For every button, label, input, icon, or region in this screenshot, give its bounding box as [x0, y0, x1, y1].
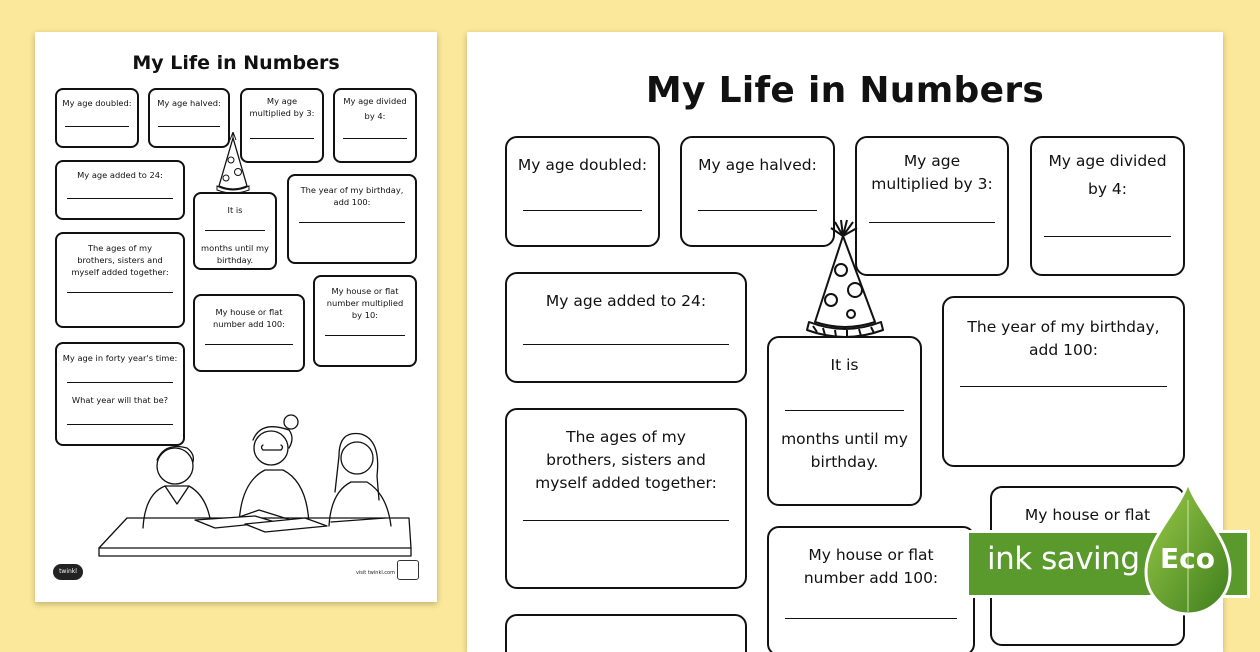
- box-label: myself added together:: [71, 267, 169, 277]
- worksheet-thumbnail: [35, 32, 437, 602]
- box-label: multiplied by 3:: [249, 108, 315, 118]
- box-label: My age: [266, 96, 298, 106]
- box-label: My age halved:: [698, 156, 817, 174]
- party-hat-icon: [213, 132, 253, 194]
- box-label: months until my: [201, 243, 269, 253]
- box-label: months until my: [781, 430, 908, 448]
- answer-line: [67, 382, 173, 383]
- box-house-multiplied-10: [313, 275, 417, 367]
- box-label: add 100:: [333, 197, 371, 207]
- box-house-add-100: [193, 294, 305, 372]
- box-house-add-100: [767, 526, 975, 652]
- answer-line: [299, 222, 405, 223]
- box-label: My age: [903, 152, 961, 170]
- box-label: It is: [227, 205, 243, 215]
- answer-line: [523, 210, 642, 211]
- box-label: My age added to 24:: [545, 292, 707, 310]
- box-birthday-year: [942, 296, 1185, 467]
- box-label: My age doubled:: [62, 98, 132, 108]
- box-label: The ages of my: [566, 428, 686, 446]
- answer-line: [205, 344, 293, 345]
- box-label: number add 100:: [213, 319, 285, 329]
- box-label: My house or flat: [1024, 506, 1151, 524]
- answer-line: [785, 410, 904, 411]
- box-age-divided-4: [1030, 136, 1185, 276]
- box-label: My age doubled:: [517, 156, 648, 174]
- box-label: birthday.: [810, 453, 879, 471]
- box-it-is: [767, 336, 922, 506]
- box-label: by 10:: [351, 310, 379, 320]
- box-label: number add 100:: [803, 569, 939, 587]
- answer-line: [205, 230, 265, 231]
- box-label: My house or flat: [808, 546, 934, 564]
- party-hat-icon: [801, 218, 889, 338]
- box-label: My age divided: [343, 96, 407, 106]
- box-age-doubled: [505, 136, 660, 247]
- answer-line: [698, 210, 817, 211]
- box-age-divided-4: [333, 88, 417, 163]
- box-ages-together: [55, 232, 185, 328]
- box-label: brothers, sisters and: [77, 255, 163, 265]
- box-age-added-24: [505, 272, 747, 383]
- box-label: It is: [830, 356, 859, 374]
- answer-line: [65, 126, 129, 127]
- box-label: The year of my birthday,: [300, 185, 404, 195]
- answer-line: [960, 386, 1167, 387]
- answer-line: [67, 292, 173, 293]
- box-label: add 100:: [1029, 341, 1098, 359]
- box-partial: [505, 614, 747, 652]
- answer-line: [1044, 236, 1171, 237]
- answer-line: [158, 126, 220, 127]
- box-label: number multiplied: [326, 298, 404, 308]
- box-age-added-24: [55, 160, 185, 220]
- box-label: What year will that be?: [71, 395, 169, 405]
- box-it-is: [193, 192, 277, 270]
- box-age-doubled: [55, 88, 139, 148]
- box-label: My age divided: [1048, 152, 1167, 170]
- box-label: brothers, sisters and: [546, 451, 706, 469]
- box-label: My house or flat: [215, 307, 283, 317]
- box-label: by 4:: [364, 111, 386, 121]
- box-label: birthday.: [216, 255, 254, 265]
- box-label: The ages of my: [87, 243, 153, 253]
- box-label: My age halved:: [157, 98, 221, 108]
- box-birthday-year: [287, 174, 417, 264]
- answer-line: [785, 618, 957, 619]
- box-label: The year of my birthday,: [967, 318, 1160, 336]
- box-label: myself added together:: [535, 474, 717, 492]
- footer-badge-icon: [397, 560, 419, 580]
- answer-line: [523, 520, 729, 521]
- box-label: by 4:: [1087, 180, 1128, 198]
- thumbnail-title: My Life in Numbers: [132, 52, 340, 74]
- box-ages-together: [505, 408, 747, 589]
- footer-url: visit twinkl.com: [355, 570, 395, 576]
- answer-line: [325, 335, 405, 336]
- box-label: My age added to 24:: [77, 170, 163, 180]
- children-studying-illustration: [95, 400, 425, 560]
- answer-line: [250, 138, 314, 139]
- box-label: multiplied by 3:: [871, 175, 993, 193]
- answer-line: [67, 198, 173, 199]
- main-title: My Life in Numbers: [645, 70, 1045, 111]
- answer-line: [343, 138, 407, 139]
- answer-line: [523, 344, 729, 345]
- box-label: My house or flat: [331, 286, 399, 296]
- eco-label: Eco: [1160, 542, 1215, 575]
- ink-saving-text: ink saving: [987, 541, 1140, 577]
- twinkl-logo: twinkl: [53, 564, 83, 580]
- box-label: My age in forty year's time:: [62, 353, 178, 363]
